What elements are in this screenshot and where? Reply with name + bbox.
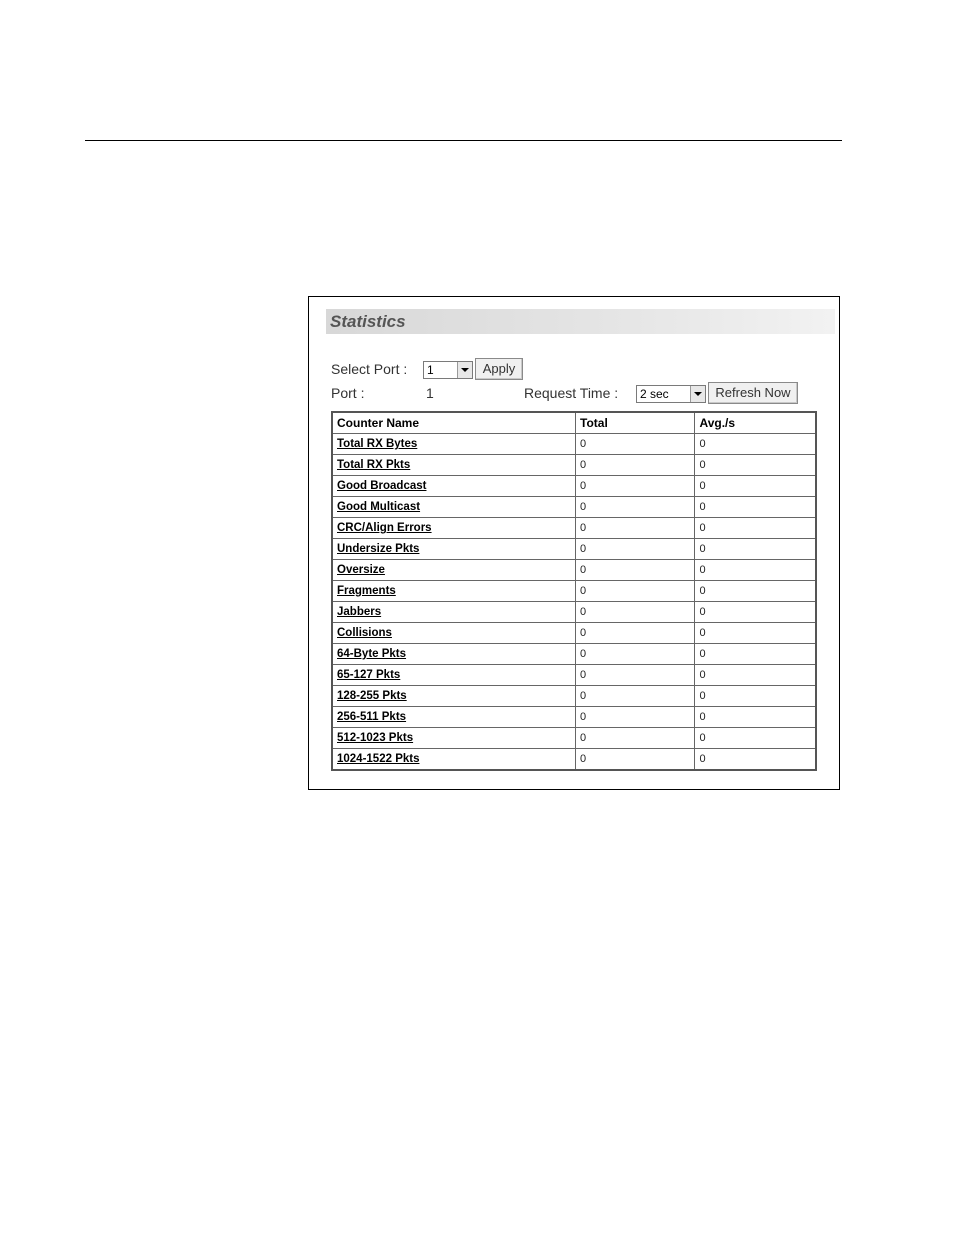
counter-link[interactable]: CRC/Align Errors — [337, 522, 432, 534]
total-cell: 0 — [576, 455, 695, 476]
avg-cell: 0 — [695, 623, 816, 644]
request-time-label: Request Time : — [524, 385, 619, 401]
avg-cell: 0 — [695, 728, 816, 749]
total-cell: 0 — [576, 686, 695, 707]
counter-link[interactable]: 512-1023 Pkts — [337, 732, 414, 744]
total-cell: 0 — [576, 707, 695, 728]
total-cell: 0 — [576, 728, 695, 749]
counter-name-cell — [332, 497, 576, 518]
statistics-table — [331, 411, 817, 771]
counter-name-cell — [332, 434, 576, 455]
avg-cell: 0 — [695, 560, 816, 581]
counter-name-cell — [332, 749, 576, 771]
avg-cell: 0 — [695, 539, 816, 560]
table-row — [332, 602, 816, 623]
counter-name-cell — [332, 560, 576, 581]
table-header-row — [332, 412, 816, 434]
chevron-down-icon[interactable] — [690, 386, 705, 402]
total-cell: 0 — [576, 497, 695, 518]
avg-cell: 0 — [695, 602, 816, 623]
counter-link[interactable]: Oversize — [337, 564, 385, 576]
counter-link[interactable]: Total RX Bytes — [337, 438, 418, 450]
top-divider — [85, 140, 842, 141]
counter-name-cell — [332, 644, 576, 665]
total-cell: 0 — [576, 623, 695, 644]
port-select[interactable] — [423, 361, 473, 379]
counter-link[interactable]: 1024-1522 Pkts — [337, 753, 420, 765]
counter-link[interactable]: Fragments — [337, 585, 396, 597]
counter-link[interactable]: Total RX Pkts — [337, 459, 411, 471]
counter-name-cell — [332, 623, 576, 644]
column-header-avg: Avg./s — [695, 412, 816, 434]
column-header-total: Total — [576, 412, 695, 434]
counter-name-cell — [332, 686, 576, 707]
select-port-label: Select Port : — [331, 361, 408, 377]
request-time-select[interactable] — [636, 385, 706, 403]
avg-cell: 0 — [695, 455, 816, 476]
total-cell: 0 — [576, 581, 695, 602]
avg-cell: 0 — [695, 434, 816, 455]
port-label: Port : — [331, 385, 365, 401]
total-cell: 0 — [576, 518, 695, 539]
table-row — [332, 539, 816, 560]
avg-cell: 0 — [695, 476, 816, 497]
total-cell: 0 — [576, 602, 695, 623]
counter-name-cell — [332, 665, 576, 686]
port-value: 1 — [426, 385, 434, 401]
apply-button[interactable]: Apply — [475, 358, 523, 380]
table-row — [332, 497, 816, 518]
avg-cell: 0 — [695, 707, 816, 728]
counter-name-cell — [332, 728, 576, 749]
avg-cell: 0 — [695, 665, 816, 686]
table-row — [332, 455, 816, 476]
counter-name-cell — [332, 581, 576, 602]
counter-name-cell — [332, 476, 576, 497]
table-row — [332, 686, 816, 707]
counter-link[interactable]: Undersize Pkts — [337, 543, 420, 555]
total-cell: 0 — [576, 476, 695, 497]
counter-link[interactable]: 65-127 Pkts — [337, 669, 401, 681]
counter-name-cell — [332, 539, 576, 560]
table-row — [332, 644, 816, 665]
table-row — [332, 749, 816, 771]
avg-cell: 0 — [695, 644, 816, 665]
counter-name-cell — [332, 455, 576, 476]
total-cell: 0 — [576, 749, 695, 771]
table-row — [332, 665, 816, 686]
total-cell: 0 — [576, 665, 695, 686]
table-row — [332, 518, 816, 539]
avg-cell: 0 — [695, 686, 816, 707]
counter-link[interactable]: 256-511 Pkts — [337, 711, 407, 723]
counter-name-cell — [332, 707, 576, 728]
chevron-down-icon[interactable] — [457, 362, 472, 378]
table-row — [332, 434, 816, 455]
total-cell: 0 — [576, 644, 695, 665]
counter-link[interactable]: Good Broadcast — [337, 480, 427, 492]
table-row — [332, 707, 816, 728]
total-cell: 0 — [576, 434, 695, 455]
table-row — [332, 728, 816, 749]
counter-link[interactable]: 128-255 Pkts — [337, 690, 407, 702]
panel-title-bar — [326, 309, 835, 334]
avg-cell: 0 — [695, 497, 816, 518]
counter-link[interactable]: Good Multicast — [337, 501, 421, 513]
table-row — [332, 476, 816, 497]
counter-link[interactable]: 64-Byte Pkts — [337, 648, 407, 660]
counter-name-cell — [332, 602, 576, 623]
port-select-value: 1 — [427, 363, 434, 377]
table-row — [332, 623, 816, 644]
refresh-now-button[interactable]: Refresh Now — [708, 382, 798, 404]
total-cell: 0 — [576, 560, 695, 581]
table-row — [332, 560, 816, 581]
counter-name-cell — [332, 518, 576, 539]
request-time-value: 2 sec — [640, 387, 669, 401]
avg-cell: 0 — [695, 518, 816, 539]
column-header-counter-name: Counter Name — [332, 412, 576, 434]
statistics-panel — [308, 296, 840, 790]
avg-cell: 0 — [695, 749, 816, 771]
avg-cell: 0 — [695, 581, 816, 602]
page-title: Statistics — [330, 312, 406, 331]
table-row — [332, 581, 816, 602]
total-cell: 0 — [576, 539, 695, 560]
counter-link[interactable]: Jabbers — [337, 606, 382, 618]
counter-link[interactable]: Collisions — [337, 627, 392, 639]
